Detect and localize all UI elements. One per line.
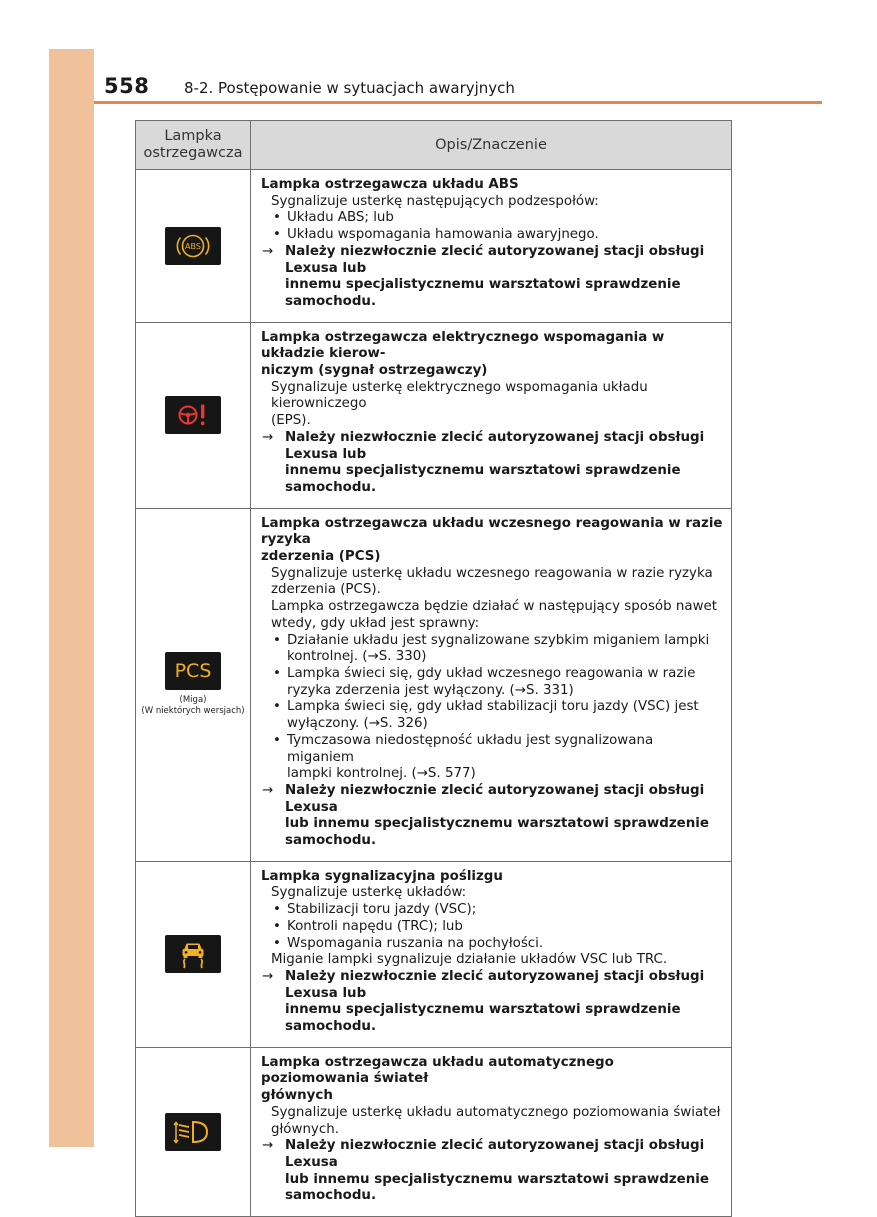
row-text: wtedy, gdy układ jest sprawny: <box>271 615 480 631</box>
list-item: • Działanie układu jest sygnalizowane szybkim miganiem lampki <box>261 633 723 650</box>
list-item: • Lampka świeci się, gdy układ stabilizacji toru jazdy (VSC) jest <box>261 699 723 716</box>
section-title: 8-2. Postępowanie w sytuacjach awaryjnych <box>184 79 515 97</box>
list-item-cont: wyłączony. (→S. 326) <box>287 716 428 732</box>
warning-lights-table <box>135 120 732 1217</box>
column-header-description: Opis/Znaczenie <box>251 121 732 170</box>
list-item: • Lampka świeci się, gdy układ wczesnego reagowania w razie <box>261 666 723 683</box>
row-text: Sygnalizuje usterkę elektrycznego wspomagania układu kierowniczego <box>271 379 648 412</box>
table-row <box>136 170 732 323</box>
description-cell <box>251 322 732 508</box>
row-text: Sygnalizuje usterkę układu automatycznego poziomowania świateł <box>271 1104 721 1120</box>
row-text: Sygnalizuje usterkę układu wczesnego reagowania w razie ryzyka <box>271 565 713 581</box>
action-note-cont: lub innemu specjalistycznemu warsztatowi sprawdzenie samochodu. <box>285 816 709 849</box>
table-header-row <box>136 121 732 170</box>
action-note: → Należy niezwłocznie zlecić autoryzowanej stacji obsługi Lexusa lub <box>262 429 705 462</box>
page-number: 558 <box>104 74 150 98</box>
row-title: Lampka sygnalizacyjna poślizgu <box>261 868 503 884</box>
action-note: → Należy niezwłocznie zlecić autoryzowanej stacji obsługi Lexusa lub <box>262 243 705 276</box>
row-text: zderzenia (PCS). <box>271 582 381 598</box>
list-item-cont: ryzyka zderzenia jest wyłączony. (→S. 331) <box>287 682 574 698</box>
row-text: Miganie lampki sygnalizuje działanie układów VSC lub TRC. <box>271 952 668 968</box>
action-note-cont: innemu specjalistycznemu warsztatowi sprawdzenie samochodu. <box>285 1002 681 1035</box>
slip-indicator-icon <box>165 935 221 973</box>
header-rule <box>94 101 822 104</box>
row-text: głównych. <box>271 1121 339 1137</box>
headlight-leveling-icon <box>165 1113 221 1151</box>
list-item: • Układu wspomagania hamowania awaryjnego. <box>261 227 723 244</box>
row-title: Lampka ostrzegawcza układu wczesnego reagowania w razie ryzyka <box>261 515 723 548</box>
icon-note: (Miga) (W niektórych wersjach) <box>141 695 245 717</box>
list-item-cont: lampki kontrolnej. (→S. 577) <box>287 766 476 782</box>
row-title: Lampka ostrzegawcza elektrycznego wspomagania w układzie kierow- <box>261 329 665 362</box>
table-row <box>136 508 732 861</box>
action-note-cont: innemu specjalistycznemu warsztatowi sprawdzenie samochodu. <box>285 277 681 309</box>
side-tab <box>49 49 94 1147</box>
icon-cell <box>136 322 251 508</box>
description-cell <box>251 1047 732 1216</box>
list-item-cont: kontrolnej. (→S. 330) <box>287 649 427 665</box>
list-item: • Układu ABS; lub <box>261 210 723 227</box>
arrow-icon: → <box>262 243 274 259</box>
description-cell <box>251 861 732 1047</box>
description-cell <box>251 508 732 861</box>
icon-cell <box>136 508 251 861</box>
row-title: Lampka ostrzegawcza układu automatycznego poziomowania świateł <box>261 1054 614 1087</box>
row-text: (EPS). <box>271 413 311 429</box>
column-header-lamp: Lampka ostrzegawcza <box>136 121 251 170</box>
row-text: Lampka ostrzegawcza będzie działać w następujący sposób nawet <box>271 599 718 615</box>
row-title-cont: niczym (sygnał ostrzegawczy) <box>261 363 488 379</box>
table-row <box>136 1047 732 1216</box>
action-note: → Należy niezwłocznie zlecić autoryzowanej stacji obsługi Lexusa <box>262 1138 705 1170</box>
row-text: Sygnalizuje usterkę układów: <box>271 885 467 901</box>
icon-cell <box>136 861 251 1047</box>
row-title-cont: zderzenia (PCS) <box>261 549 381 565</box>
action-note-cont: lub innemu specjalistycznemu warsztatowi sprawdzenie samochodu. <box>285 1171 709 1204</box>
row-title-cont: głównych <box>261 1088 333 1104</box>
row-title: Lampka ostrzegawcza układu ABS <box>261 177 519 192</box>
action-note: → Należy niezwłocznie zlecić autoryzowanej stacji obsługi Lexusa lub <box>262 968 705 1001</box>
list-item: • Stabilizacji toru jazdy (VSC); <box>261 902 723 919</box>
list-item: • Wspomagania ruszania na pochyłości. <box>261 936 723 953</box>
svg-text:ABS: ABS <box>185 241 201 251</box>
row-text: Sygnalizuje usterkę następujących podzespołów: <box>271 193 599 209</box>
list-item: • Tymczasowa niedostępność układu jest sygnalizowana miganiem <box>261 733 723 766</box>
arrow-icon: → <box>262 1138 274 1154</box>
icon-cell <box>136 170 251 323</box>
abs-warning-icon <box>165 227 221 265</box>
eps-warning-icon <box>165 396 221 434</box>
arrow-icon: → <box>262 429 274 445</box>
description-cell <box>251 170 732 323</box>
action-note: → Należy niezwłocznie zlecić autoryzowanej stacji obsługi Lexusa <box>262 782 705 815</box>
icon-cell <box>136 1047 251 1216</box>
arrow-icon: → <box>262 968 274 984</box>
arrow-icon: → <box>262 782 274 798</box>
pcs-warning-icon: PCS <box>165 652 221 690</box>
table-row <box>136 322 732 508</box>
table-row <box>136 861 732 1047</box>
list-item: • Kontroli napędu (TRC); lub <box>261 919 723 936</box>
action-note-cont: innemu specjalistycznemu warsztatowi sprawdzenie samochodu. <box>285 463 681 495</box>
